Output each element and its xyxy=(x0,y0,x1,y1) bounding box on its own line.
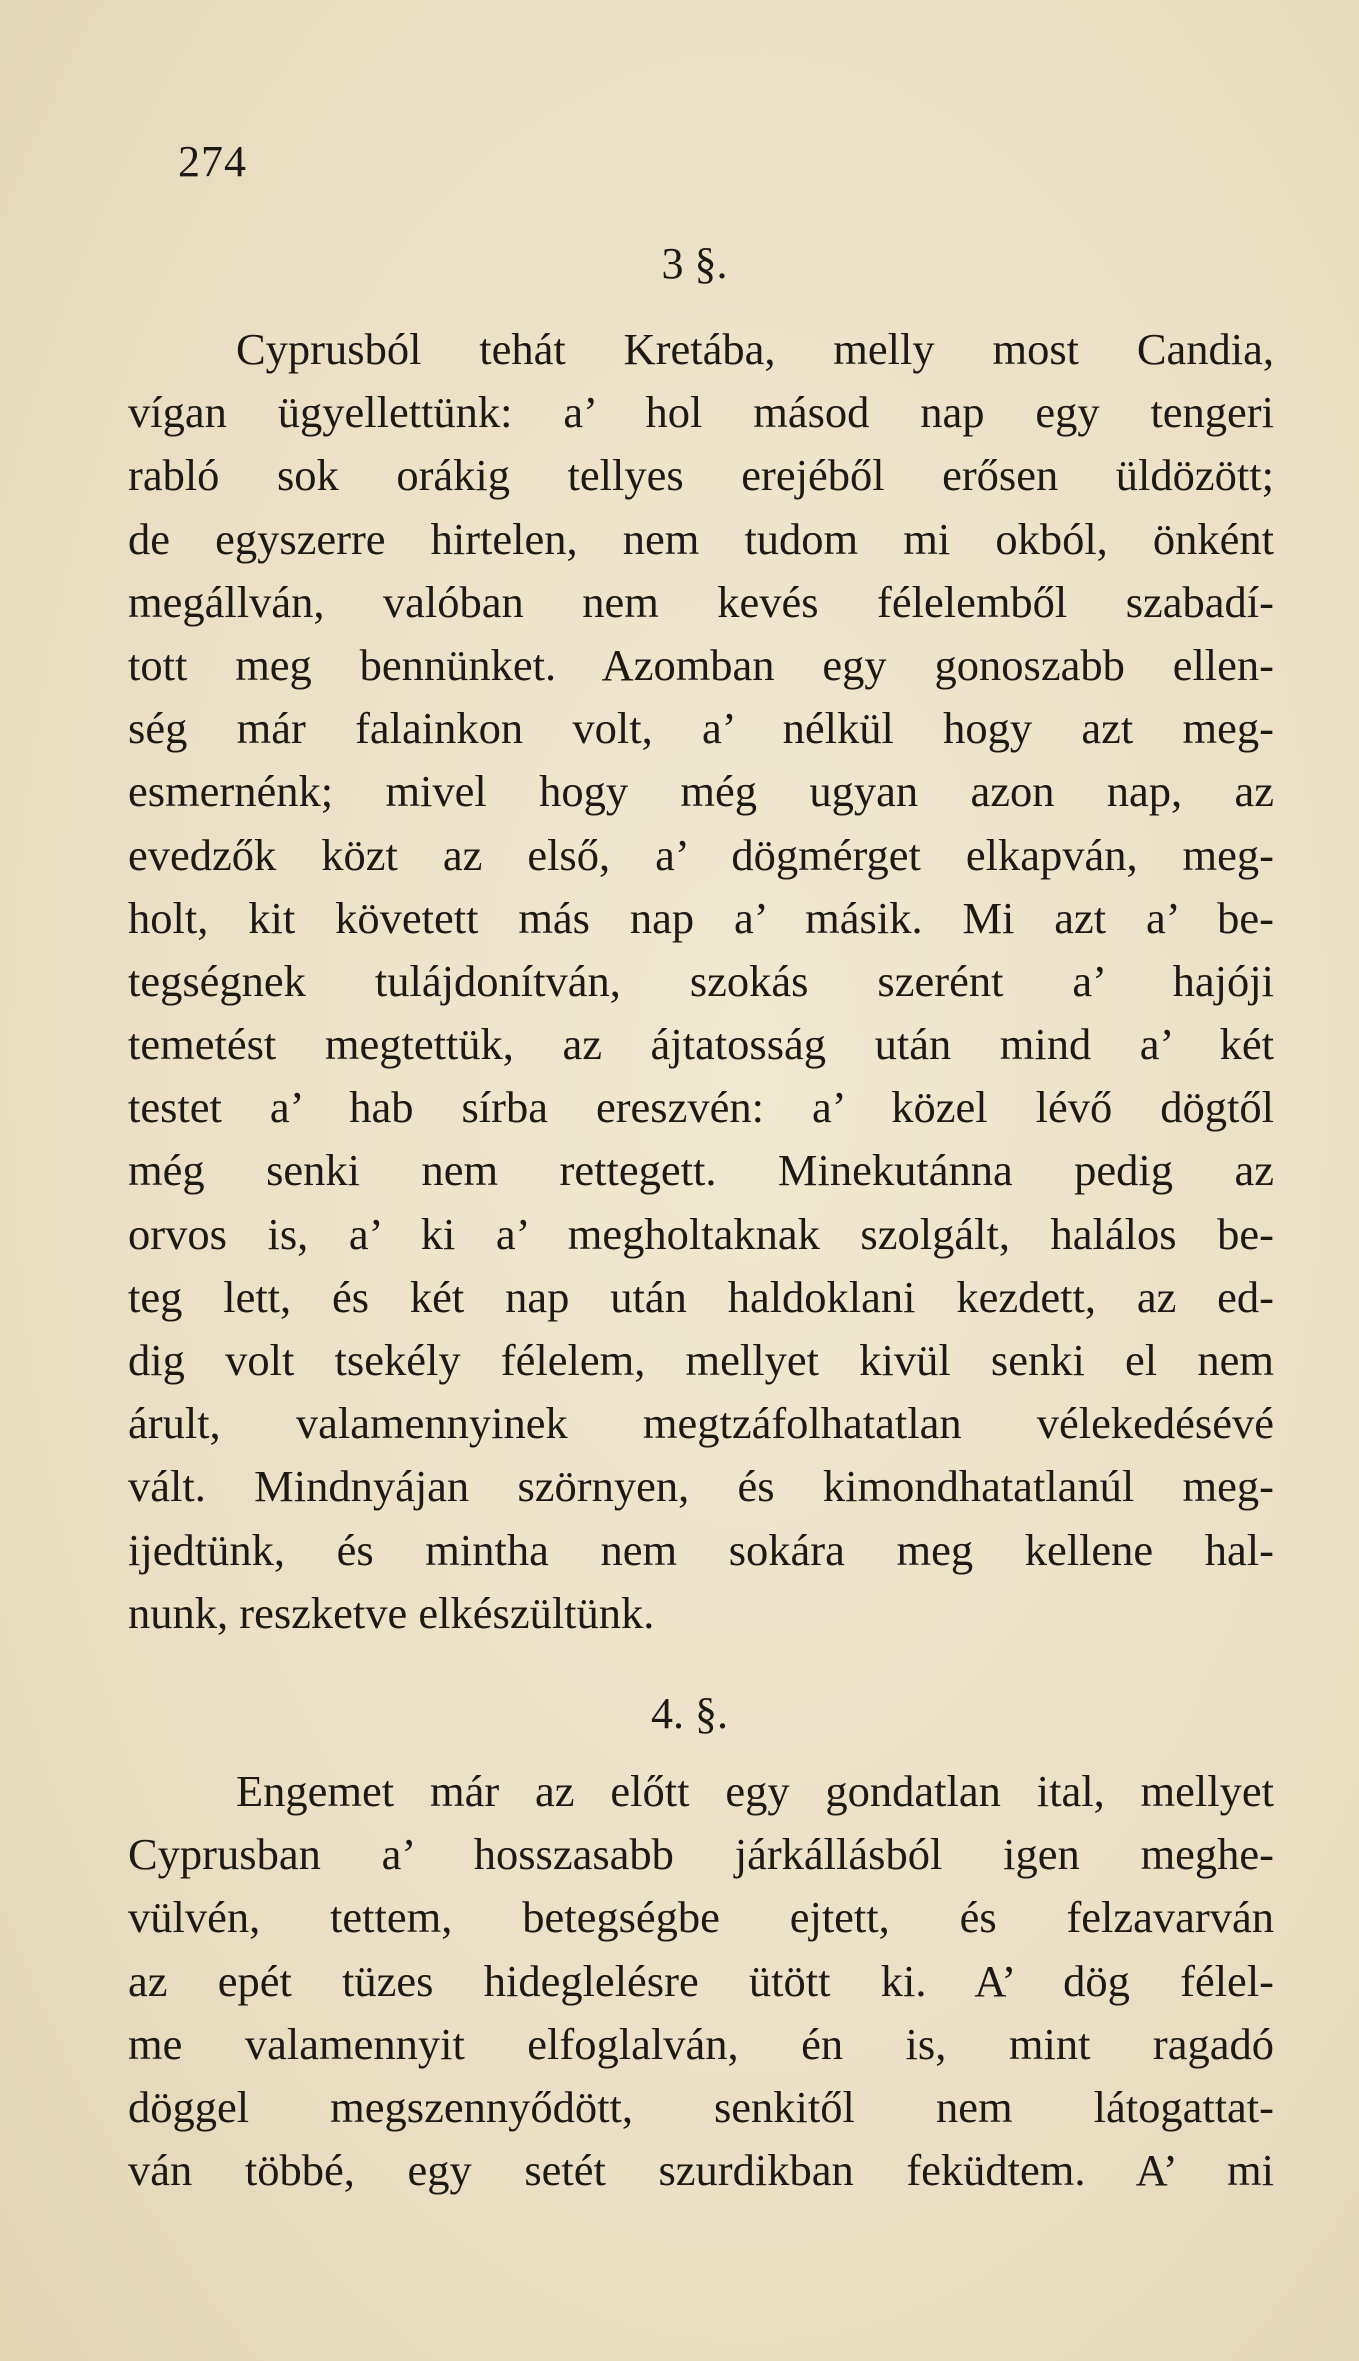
text-line: tott meg bennünket. Azomban egy gonoszabb ellen- xyxy=(128,639,1274,690)
text-line: döggel megszennyődött, senkitől nem látogattat- xyxy=(128,2081,1274,2132)
text-line: az epét tüzes hideglelésre ütött ki. A’ dög félel- xyxy=(128,1955,1274,2006)
text-line: ség már falainkon volt, a’ nélkül hogy azt meg- xyxy=(128,703,1274,754)
text-line: Cyprusból tehát Kretába, melly most Candia, xyxy=(236,324,1274,374)
text-line: nunk, reszketve elkészültünk. xyxy=(128,1587,655,1638)
section-3-body xyxy=(128,318,1274,1645)
text-line: teg lett, és két nap után haldoklani kezdett, az ed- xyxy=(128,1271,1274,1322)
text-line: tegségnek tulájdonítván, szokás szerént a’ hajóji xyxy=(128,955,1274,1006)
text-line: esmernénk; mivel hogy még ugyan azon nap, az xyxy=(128,766,1274,817)
text-line: Cyprusban a’ hosszasabb járkállásból igen meghe- xyxy=(128,1829,1274,1880)
text-line: testet a’ hab sírba ereszvén: a’ közel lévő dögtől xyxy=(128,1082,1274,1133)
text-line: evedzők közt az első, a’ dögmérget elkapván, meg- xyxy=(128,829,1274,880)
section-4-body xyxy=(128,1760,1274,2202)
text-line: rabló sok orákig tellyes erejéből erősen üldözött; xyxy=(128,450,1274,501)
text-line: vált. Mindnyájan szörnyen, és kimondhatatlanúl meg- xyxy=(128,1461,1274,1512)
text-line: még senki nem rettegett. Minekutánna pedig az xyxy=(128,1145,1274,1196)
text-line: holt, kit követett más nap a’ másik. Mi azt a’ be- xyxy=(128,892,1274,943)
text-line: me valamennyit elfoglalván, én is, mint ragadó xyxy=(128,2018,1274,2069)
page-number: 274 xyxy=(178,137,247,186)
text-line: orvos is, a’ ki a’ megholtaknak szolgált, halálos be- xyxy=(128,1208,1274,1259)
text-line: temetést megtettük, az ájtatosság után mind a’ két xyxy=(128,1019,1274,1070)
text-line: Engemet már az előtt egy gondatlan ital, mellyet xyxy=(236,1766,1274,1816)
text-line: árult, valamennyinek megtzáfolhatatlan vélekedésévé xyxy=(128,1398,1274,1449)
section-heading-3: 3 §. xyxy=(661,239,728,288)
text-line: ván többé, egy setét szurdikban feküdtem. A’ mi xyxy=(128,2145,1274,2196)
section-heading-4: 4. §. xyxy=(651,1689,728,1738)
text-line: vülvén, tettem, betegségbe ejtett, és felzavarván xyxy=(128,1892,1274,1943)
text-line: megállván, valóban nem kevés félelemből szabadí- xyxy=(128,576,1274,627)
text-line: ijedtünk, és mintha nem sokára meg kellene hal- xyxy=(128,1524,1274,1575)
text-line: dig volt tsekély félelem, mellyet kivül senki el nem xyxy=(128,1335,1274,1385)
text-line: vígan ügyellettünk: a’ hol másod nap egy tengeri xyxy=(128,387,1274,438)
text-line: de egyszerre hirtelen, nem tudom mi okból, önként xyxy=(128,513,1274,564)
